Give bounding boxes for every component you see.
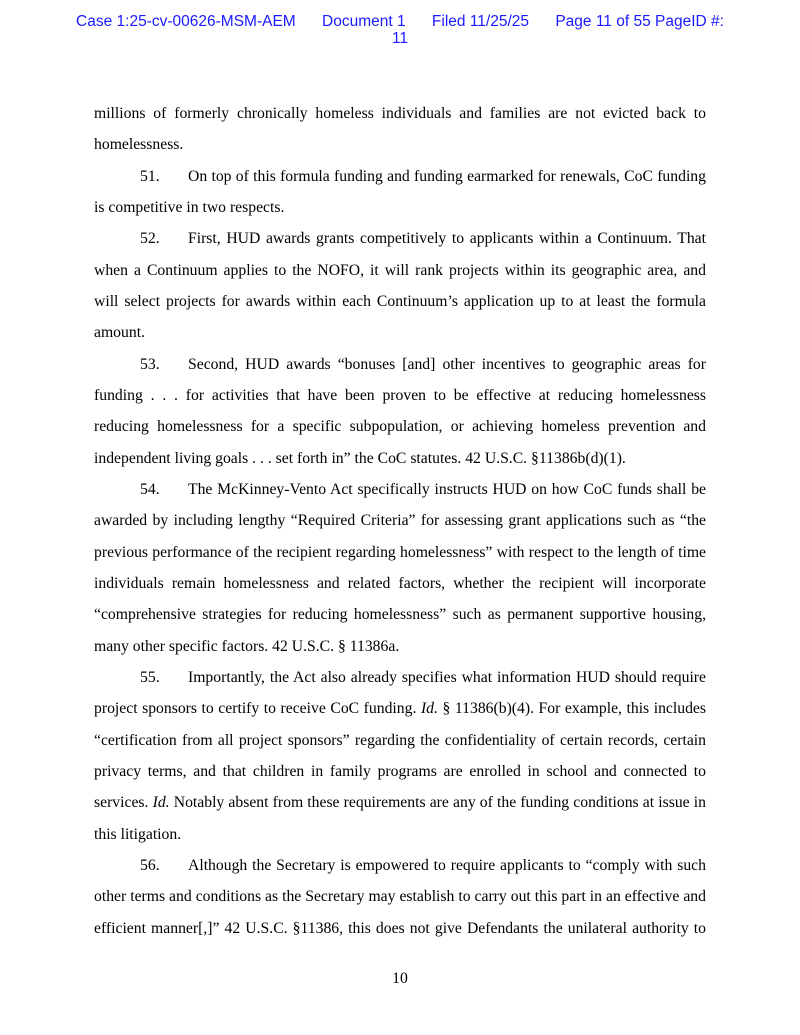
paragraph-56 [94, 850, 706, 881]
text-line: “certification from all project sponsors” regarding the confidentiality of certain records, certain [94, 731, 706, 749]
text-line: individuals remain homelessness and related factors, whether the recipient will incorporate [94, 574, 706, 592]
paragraph-53 [94, 349, 706, 380]
text-line: First, HUD awards grants competitively to applicants within a Continuum. That [188, 230, 706, 248]
filed-date: Filed 11/25/25 [431, 13, 530, 30]
paragraph-number: 54. [140, 480, 160, 498]
paragraph-number: 52. [140, 230, 160, 248]
citation-id: Id. [152, 794, 170, 812]
page-number: 10 [392, 970, 408, 987]
text-line: many other specific factors. 42 U.S.C. § 11386a. [94, 637, 400, 655]
text-segment: § 11386(b)(4). For example, this includes [437, 700, 706, 718]
text-line: Second, HUD awards “bonuses [and] other incentives to geographic areas for [188, 355, 706, 373]
text-line: homelessness. [94, 136, 184, 154]
ecf-header [0, 13, 800, 47]
text-line: previous performance of the recipient regarding homelessness” with respect to the length of time [94, 543, 706, 561]
page-id: 11 [391, 30, 409, 47]
text-line: will select projects for awards within each Continuum’s application up to at least the formula [94, 292, 706, 310]
text-line: amount. [94, 324, 145, 342]
text-line: efficient manner[,]” 42 U.S.C. §11386, this does not give Defendants the unilateral authority to [94, 919, 706, 937]
text-line: millions of formerly chronically homeless individuals and families are not evicted back to [94, 105, 706, 122]
paragraph-55 [94, 662, 706, 693]
text-line [94, 693, 706, 724]
paragraph-54 [94, 474, 706, 505]
text-line: this litigation. [94, 825, 182, 843]
page-info: Page 11 of 55 PageID #: [555, 13, 724, 30]
text-line: awarded by including lengthy “Required Criteria” for assessing grant applications such as “the [94, 512, 706, 530]
text-line: independent living goals . . . set forth in” the CoC statutes. 42 U.S.C. §11386b(d)(1). [94, 449, 626, 467]
text-segment: Notably absent from these requirements are any of the funding conditions at issue in [169, 794, 706, 812]
text-segment: services. [94, 794, 153, 812]
text-segment: project sponsors to certify to receive CoC funding. [94, 700, 421, 718]
case-number: Case 1:25-cv-00626-MSM-AEM [76, 13, 296, 30]
text-line: is competitive in two respects. [94, 198, 285, 216]
paragraph-number: 55. [140, 668, 160, 686]
text-line: The McKinney-Vento Act specifically instructs HUD on how CoC funds shall be [188, 480, 706, 498]
text-line: On top of this formula funding and funding earmarked for renewals, CoC funding [188, 167, 706, 185]
text-line: other terms and conditions as the Secretary may establish to carry out this part in an effective and [94, 888, 706, 906]
text-line: Importantly, the Act also already specifies what information HUD should require [188, 668, 706, 686]
text-line: funding . . . for activities that have been proven to be effective at reducing homelessness [94, 386, 706, 404]
text-line: reducing homelessness for a specific subpopulation, or achieving homeless prevention and [94, 418, 706, 436]
document-body [94, 98, 706, 944]
text-line: when a Continuum applies to the NOFO, it will rank projects within its geographic area, and [94, 261, 706, 279]
paragraph-52 [94, 223, 706, 254]
text-line: Although the Secretary is empowered to require applicants to “comply with such [188, 856, 706, 874]
text-line: privacy terms, and that children in family programs are enrolled in school and connected to [94, 762, 706, 780]
document-number: Document 1 [322, 13, 406, 30]
text-line: “comprehensive strategies for reducing homelessness” such as permanent supportive housing, [94, 606, 706, 624]
citation-id: Id. [420, 700, 438, 718]
paragraph-number: 56. [140, 856, 160, 874]
paragraph-number: 53. [140, 355, 160, 373]
paragraph-51 [94, 161, 706, 192]
paragraph-number: 51. [140, 167, 160, 185]
text-line [94, 787, 706, 818]
